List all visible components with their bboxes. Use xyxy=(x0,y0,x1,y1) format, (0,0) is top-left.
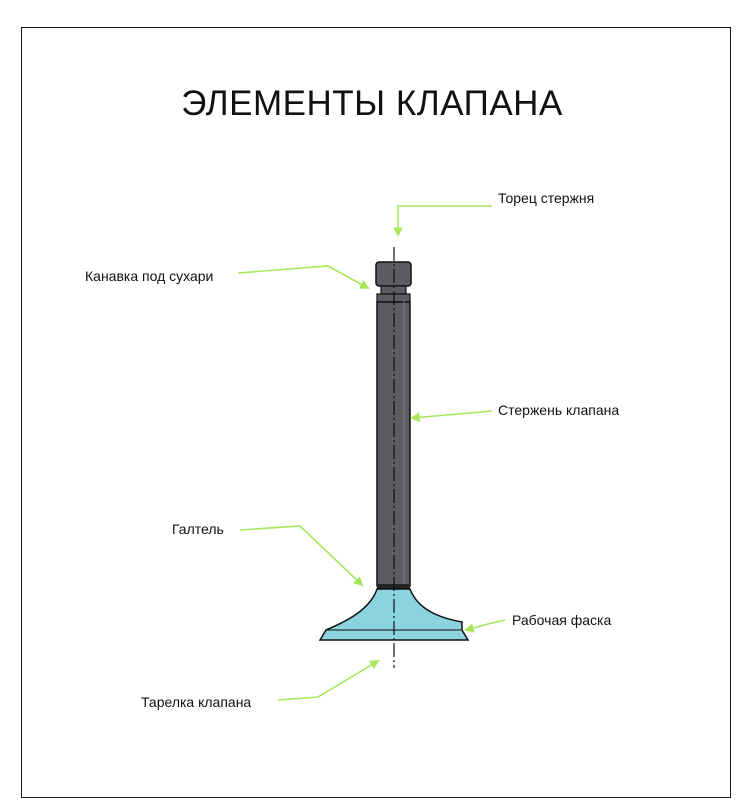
label-keeper-groove: Канавка под сухари xyxy=(85,268,214,284)
label-valve-head: Тарелка клапана xyxy=(141,694,252,710)
arrow-stem-end xyxy=(398,206,492,235)
label-stem-end: Торец стержня xyxy=(498,190,595,206)
arrow-face xyxy=(466,620,505,630)
arrow-fillet xyxy=(240,526,362,585)
label-valve-stem: Стержень клапана xyxy=(498,402,620,418)
label-fillet: Галтель xyxy=(172,521,224,537)
diagram-title: ЭЛЕМЕНТЫ КЛАПАНА xyxy=(181,84,563,123)
arrow-groove xyxy=(238,266,368,288)
arrow-head xyxy=(278,661,378,700)
label-seat-face: Рабочая фаска xyxy=(512,612,612,628)
arrow-stem xyxy=(412,411,492,418)
